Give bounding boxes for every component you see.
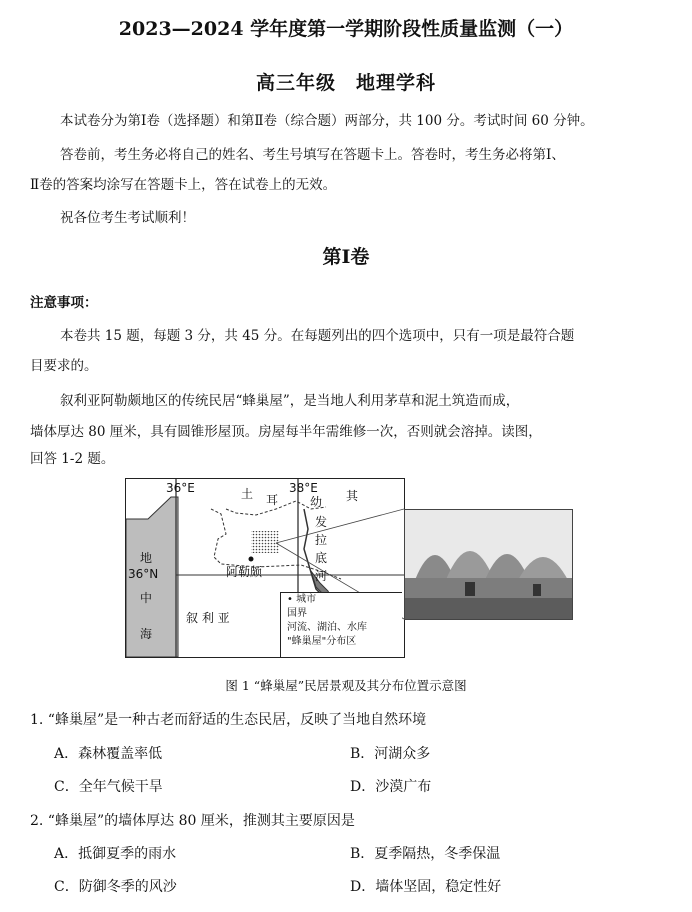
q1-option-c[interactable]: C．全年气候干旱	[54, 779, 163, 795]
legend-river: 河流、湖泊、水库	[287, 622, 367, 633]
euphrates-char-4: 底	[315, 551, 328, 565]
exam-subtitle: 高三年级 地理学科	[255, 72, 436, 94]
lat-36-label: 36°N	[128, 567, 159, 581]
lon-36-label: 36°E	[166, 481, 195, 495]
aleppo-label: 阿勒颇	[226, 565, 263, 579]
beehive-domes-image	[405, 510, 572, 619]
turkey-char-3: 其	[346, 489, 359, 503]
notice-line-1: 本卷共 15 题，每题 3 分，共 45 分。在每题列出的四个选项中，只有一项是最符合题	[60, 328, 575, 344]
q1-option-b[interactable]: B．河湖众多	[350, 746, 431, 762]
exam-title: 2023—2024 学年度第一学期阶段性质量监测（一）	[118, 18, 574, 40]
figure-caption: 图 1 “蜂巢屋”民居景观及其分布位置示意图	[225, 678, 467, 693]
q2-option-a[interactable]: A．抵御夏季的雨水	[54, 846, 177, 862]
lon-38-label: 38°E	[289, 481, 318, 495]
passage-line-1: 叙利亚阿勒颇地区的传统民居“蜂巢屋”，是当地人利用茅草和泥土筑造而成，	[60, 393, 520, 409]
intro-line-1: 本试卷分为第Ⅰ卷（选择题）和第Ⅱ卷（综合题）两部分，共 100 分。考试时间 60 分钟。	[60, 113, 594, 129]
sea-char-3: 海	[140, 627, 153, 641]
question-2-stem: 2. “蜂巢屋”的墙体厚达 80 厘米，推测其主要原因是	[30, 813, 355, 829]
intro-line-4: 祝各位考生考试顺利！	[60, 210, 195, 226]
legend-city: • 城市	[287, 594, 317, 605]
syria-label: 叙 利 亚	[186, 611, 230, 625]
legend-border: 国界	[287, 608, 307, 619]
euphrates-char-3: 拉	[315, 533, 328, 547]
intro-line-3: Ⅱ卷的答案均涂写在答题卡上，答在试卷上的无效。	[30, 177, 337, 193]
sea-char-2: 中	[140, 591, 153, 605]
euphrates-char-1: 幼	[310, 495, 323, 509]
notice-line-2: 目要求的。	[30, 358, 98, 374]
section-title: 第Ⅰ卷	[322, 246, 370, 268]
turkey-char-1: 土	[241, 487, 254, 501]
legend-beehive: "蜂巢屋"分布区	[287, 636, 357, 647]
map-legend	[280, 592, 402, 657]
q2-option-b[interactable]: B．夏季隔热，冬季保温	[350, 846, 501, 862]
euphrates-char-5: 河	[315, 569, 328, 583]
notice-label: 注意事项：	[30, 295, 98, 311]
question-1-stem: 1. “蜂巢屋”是一种古老而舒适的生态民居，反映了当地自然环境	[30, 712, 427, 728]
q2-option-d[interactable]: D．墙体坚固，稳定性好	[350, 879, 502, 895]
q1-option-a[interactable]: A．森林覆盖率低	[54, 746, 163, 762]
intro-line-2: 答卷前，考生务必将自己的姓名、考生号填写在答题卡上。答卷时，考生务必将第Ⅰ、	[60, 147, 565, 163]
passage-line-3: 回答 1-2 题。	[30, 451, 115, 467]
passage-line-2: 墙体厚达 80 厘米，具有圆锥形屋顶。房屋每半年需维修一次，否则就会溶掉。读图，	[30, 424, 542, 440]
q2-option-c[interactable]: C．防御冬季的风沙	[54, 879, 177, 895]
beehive-house-photo	[404, 509, 573, 620]
euphrates-char-2: 发	[315, 515, 328, 529]
q1-option-d[interactable]: D．沙漠广布	[350, 779, 432, 795]
turkey-char-2: 耳	[266, 493, 279, 507]
sea-char-1: 地	[140, 551, 153, 565]
